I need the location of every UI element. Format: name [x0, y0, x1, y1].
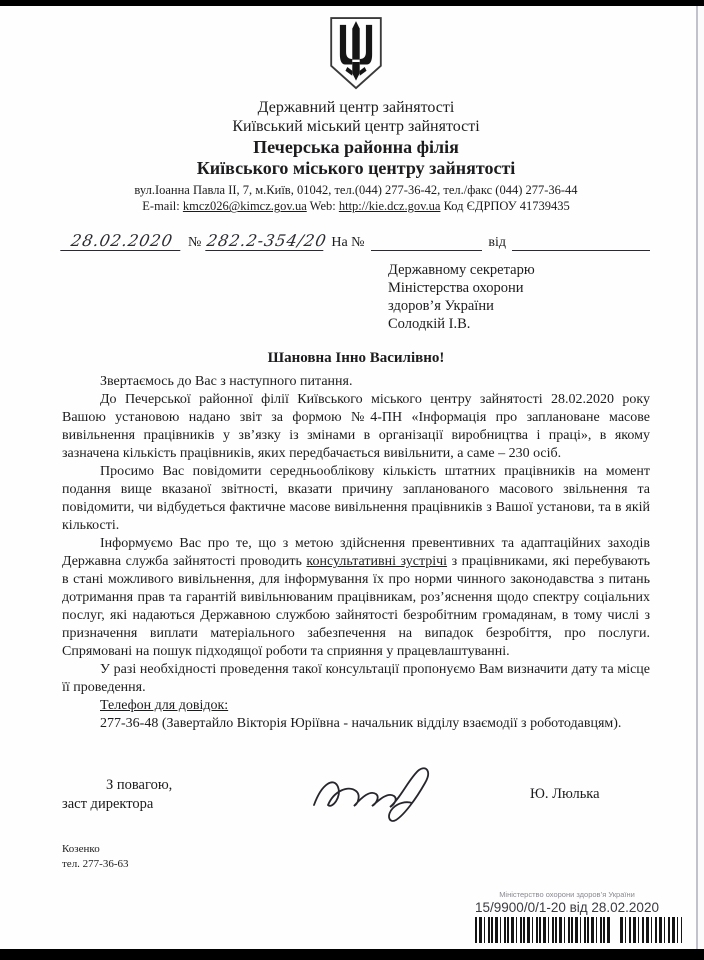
- reference-line: [62, 231, 650, 251]
- web-label: Web:: [309, 199, 336, 214]
- executor-block: [62, 842, 650, 871]
- recipient-name: Солодкій І.В.: [388, 316, 471, 333]
- ukraine-trident-icon: [325, 16, 387, 92]
- org-name-city: Київський міський центр зайнятості: [232, 117, 480, 135]
- barcode-segment-1: [475, 917, 611, 943]
- barcode-segment-2: [620, 917, 682, 943]
- recipient-block: [388, 261, 650, 334]
- handwritten-date: 28.02.2020: [60, 231, 184, 251]
- paragraph-4-after: з працівниками, які перебувають в стані можливого вивільнення, для інформування їх про норми чинного законодавства з питань дотримання прав та гарантій вивільнюваним працівникам, роз’яснення щодо спектру соціальних послуг, які надаються Державною службою зайнятості безробітним громадянам, в тому числі з призначення виплати матеріального забезпечення на випадок безробіття, про послуги. Спрямовані на пошук підходящої роботи та сприяння у працевлаштуванні.: [62, 554, 651, 660]
- contacts-line2: [62, 198, 650, 214]
- email-address: kmcz026@kimcz.gov.ua: [182, 199, 307, 214]
- contacts-block: [62, 182, 650, 215]
- letter-body: [62, 373, 650, 733]
- phone-heading: Телефон для довідок:: [100, 698, 229, 714]
- signature-ink-icon: [306, 761, 456, 823]
- phone-line: 277-36-48 (Завертайло Вікторія Юріївна - начальник відділу взаємодії з роботодавцям).: [100, 716, 622, 732]
- salutation: Шановна Інно Василівно!: [267, 350, 445, 367]
- org-name-state: Державний центр зайнятості: [257, 99, 455, 116]
- emblem-block: [62, 16, 650, 97]
- paragraph-4: [62, 535, 650, 661]
- barcode: [452, 917, 682, 943]
- paragraph-2: До Печерської районної філії Київського міського центру зайнятості 28.02.2020 року Вашою установою надано звіт за формою №4-ПН «Інформація про заплановане масове вивільнення працівників у зв’язку із змінами в організації виробництва і праці», в якому зазначена кількість працівників, яких передбачається вивільнити, а саме – 230 осіб.: [62, 392, 650, 462]
- edrpou-code: Код ЄДРПОУ 41739435: [443, 199, 570, 214]
- paragraph-5: У разі необхідності проведення такої консультації пропонуємо Вам визначити дату та місце її проведення.: [62, 662, 650, 696]
- recipient-org1: Міністерства охорони: [388, 279, 524, 296]
- email-label: E-mail:: [142, 199, 180, 214]
- recipient-org2: здоров’я України: [388, 297, 494, 314]
- handwritten-outgoing-number: 282.2-354/20: [205, 230, 329, 250]
- incoming-number-label: На №: [331, 234, 365, 250]
- closing-block: [62, 776, 232, 814]
- top-black-bar: [0, 0, 704, 6]
- from-date-blank: [512, 250, 650, 251]
- paragraph-1: Звертаємось до Вас з наступного питання.: [100, 374, 353, 390]
- incoming-number-blank: [371, 250, 483, 251]
- from-date-label: від: [488, 234, 506, 250]
- page-right-edge: [696, 6, 698, 949]
- paragraph-3: Просимо Вас повідомити середньооблікову кількість штатних працівників на момент подання вище вказаної звітності, вказати причину запланованого масового звільнення та повідомити, чи відбудеться фактичне масове вивільнення працівників з Вашої установи, та в якій кількості.: [62, 464, 650, 534]
- scanned-letter-page: [0, 6, 696, 949]
- paragraph-4-underlined: консультативні зустрічі: [306, 554, 448, 570]
- handwritten-signature: [232, 761, 530, 828]
- stamp-ministry-name: Міністерство охорони здоров’я України: [499, 890, 635, 899]
- org-name-branch2: Київського міського центру зайнятості: [196, 157, 516, 178]
- bottom-black-bar: [0, 949, 704, 960]
- signature-row: [62, 761, 650, 828]
- signer-name: Ю. Люлька: [530, 786, 600, 803]
- executor-phone: тел. 277-36-63: [62, 857, 129, 870]
- web-address: http://kie.dcz.gov.ua: [338, 199, 441, 214]
- postal-address: вул.Іоанна Павла ІІ, 7, м.Київ, 01042, тел.(044) 277-36-42, тел./факс (044) 277-36-44: [134, 183, 578, 198]
- number-sign-label: №: [188, 234, 202, 250]
- executor-name: Козенко: [62, 843, 100, 856]
- registration-stamp: [452, 890, 682, 943]
- org-name-branch: Печерська районна філія: [253, 136, 459, 157]
- recipient-title: Державному секретарю: [388, 261, 535, 278]
- letterhead: [62, 99, 650, 179]
- closing-regards: З повагою,: [106, 776, 173, 793]
- closing-position: заст директора: [62, 795, 154, 812]
- stamp-registration-number: 15/9900/0/1-20 від 28.02.2020: [475, 900, 659, 915]
- paragraph-4-before: Інформуємо Вас про те, що з метою здійснення превентивних та адаптаційних заходів Державна служба зайнятості проводить: [62, 536, 650, 570]
